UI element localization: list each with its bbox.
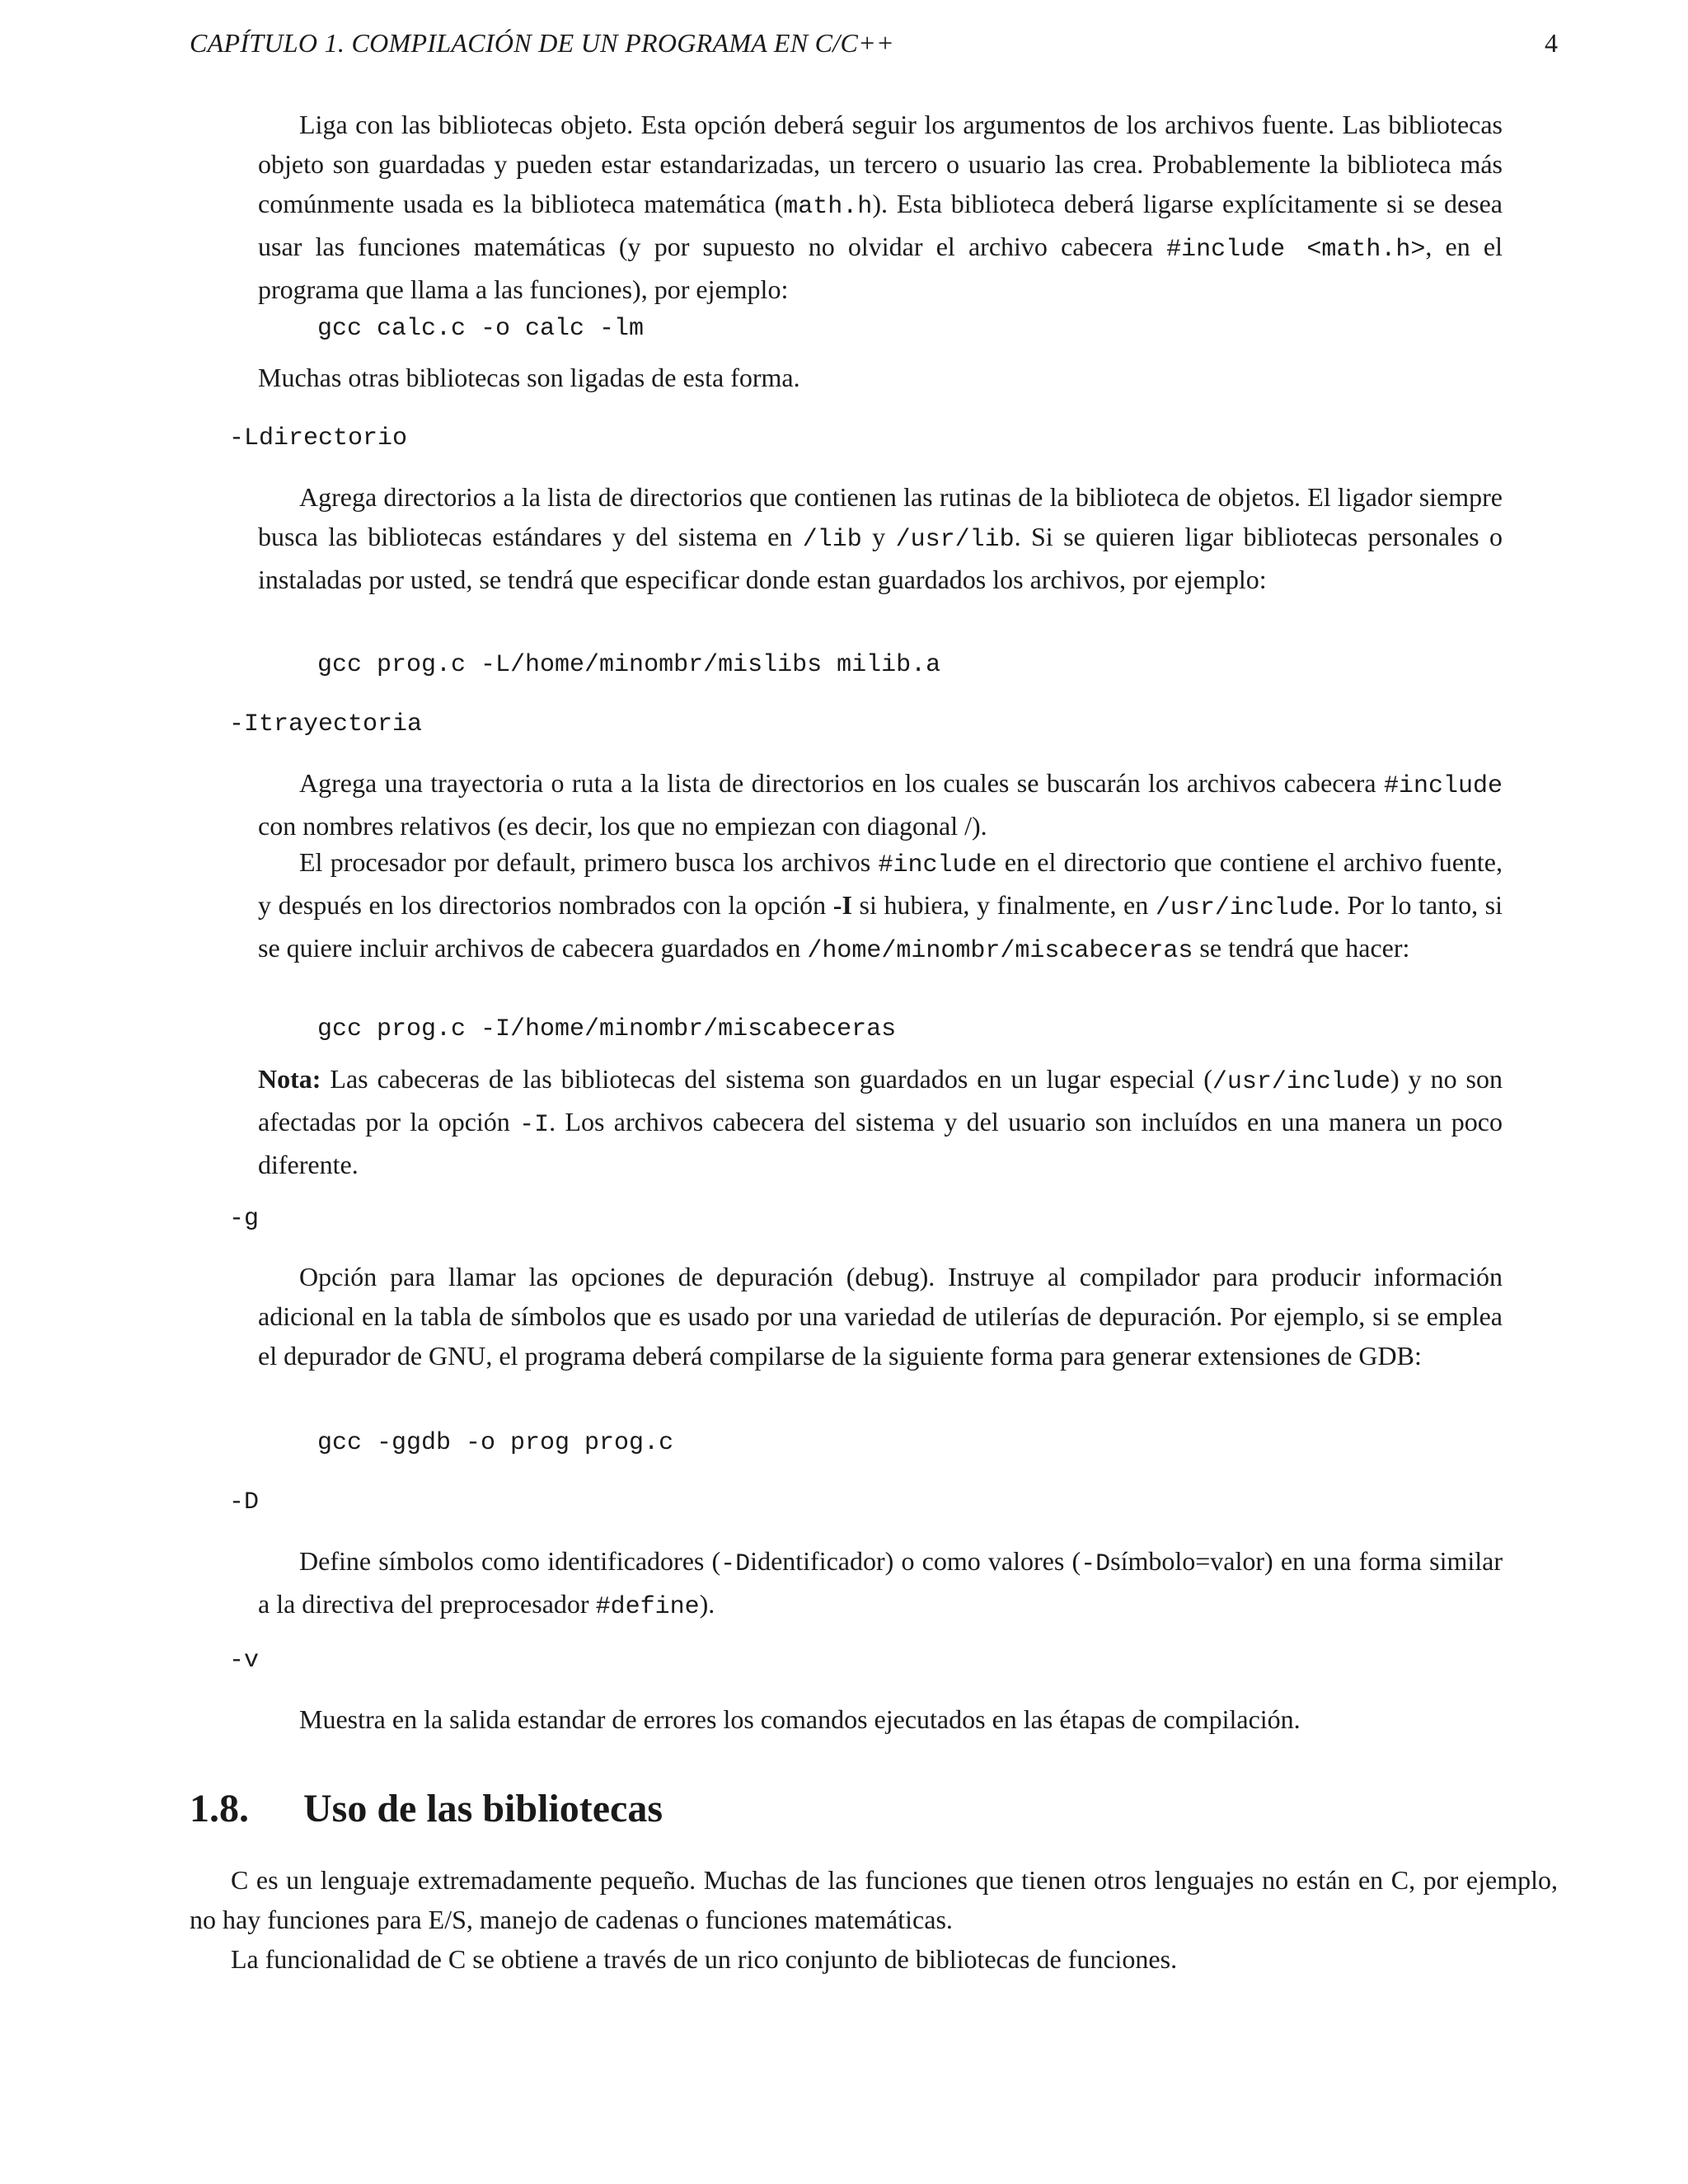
inline-code: /usr/lib — [895, 526, 1015, 554]
inline-code: /home/minombr/miscabeceras — [807, 937, 1193, 965]
code-example: gcc prog.c -L/home/minombr/mislibs milib.a — [317, 651, 941, 679]
g-description: Opción para llamar las opciones de depuración (debug). Instruye al compilador para producir información adicional en la tabla de símbolos que es usado por una variedad de utilerías de depuración. Por ejemplo, si se emplea el depurador de GNU, el programa deberá compilarse de la siguiente forma para generar extensiones de GDB: — [258, 1262, 1503, 1371]
lm-note: Muchas otras bibliotecas son ligadas de esta forma. — [258, 363, 800, 392]
lm-description: Liga con las bibliotecas objeto. Esta opción deberá seguir los argumentos de los archivos fuente. Las bibliotecas objeto son guardadas y pueden estar estandarizadas, un tercero o usuario las crea. Probablemente la biblioteca más comúnmente usada es la biblioteca matemática (math.h). Esta biblioteca deberá ligarse explícitamente si se desea usar las funciones matemáticas (y por supuesto no olvidar el archivo cabecera #include <math.h>, en el programa que llama a las funciones), por ejemplo: — [258, 110, 1503, 304]
inline-code: -D — [720, 1550, 751, 1578]
inline-code: #include — [1383, 772, 1503, 800]
running-header — [190, 23, 1558, 66]
inline-code: /lib — [802, 526, 862, 554]
section-paragraph: La funcionalidad de C se obtiene a través de un rico conjunto de bibliotecas de funciones. — [231, 1944, 1178, 1974]
inline-code: #define — [595, 1593, 700, 1621]
code-example: gcc -ggdb -o prog prog.c — [317, 1429, 674, 1457]
section-paragraph: C es un lenguaje extremadamente pequeño. Muchas de las funciones que tienen otros lenguajes no están en C, por ejemplo, no hay funciones para E/S, manejo de cadenas o funciones matemáticas. — [190, 1865, 1558, 1934]
option-label: -D — [229, 1488, 260, 1516]
inline-code: #include <math.h> — [1166, 236, 1426, 264]
inline-code: -I — [519, 1111, 550, 1139]
d-description: Define símbolos como identificadores (-Didentificador) o como valores (-Dsímbolo=valor) en una forma similar a la directiva del preprocesador #define). — [258, 1546, 1503, 1621]
option-label: -g — [229, 1205, 260, 1233]
inline-code: /usr/include — [1212, 1068, 1390, 1096]
option-label: -Itrayectoria — [229, 710, 423, 738]
page-number: 4 — [1545, 28, 1558, 58]
option-label: -v — [229, 1647, 260, 1675]
section-heading — [190, 1784, 663, 1834]
itray-description: Agrega una trayectoria o ruta a la lista de directorios en los cuales se buscarán los archivos cabecera #include con nombres relativos (es decir, los que no empiezan con diagonal /). — [258, 768, 1503, 841]
v-description: Muestra en la salida estandar de errores los comandos ejecutados en las étapas de compilación. — [299, 1704, 1301, 1734]
section-title: Uso de las bibliotecas — [303, 1787, 663, 1830]
code-example: gcc prog.c -I/home/minombr/miscabeceras — [317, 1015, 897, 1043]
itray-note: Nota: Las cabeceras de las bibliotecas del sistema son guardados en un lugar especial (/usr/include) y no son afectadas por la opción -I. Los archivos cabecera del sistema y del usuario son incluídos en una manera un poco diferente. — [258, 1064, 1503, 1179]
code-example: gcc calc.c -o calc -lm — [317, 315, 645, 343]
inline-code: #include — [878, 851, 997, 879]
section-number: 1.8. — [190, 1787, 249, 1830]
note-label: Nota: — [258, 1064, 321, 1094]
itray-default-search: El procesador por default, primero busca los archivos #include en el directorio que contiene el archivo fuente, y después en los directorios nombrados con la opción -I si hubiera, y finalmente, en /usr/include. Por lo tanto, si se quiere incluir archivos de cabecera guardados en /home/minombr/miscabeceras se tendrá que hacer: — [258, 847, 1503, 965]
chapter-title: CAPÍTULO 1. COMPILACIÓN DE UN PROGRAMA EN C/C++ — [190, 28, 894, 58]
ldir-description: Agrega directorios a la lista de directorios que contienen las rutinas de la biblioteca de objetos. El ligador siempre busca las bibliotecas estándares y del sistema en /lib y /usr/lib. Si se quieren ligar bibliotecas personales o instaladas por usted, se tendrá que especificar donde estan guardados los archivos, por ejemplo: — [258, 482, 1503, 594]
inline-code: -D — [1081, 1550, 1111, 1578]
inline-code: math.h — [783, 193, 873, 221]
option-label: -Ldirectorio — [229, 424, 408, 452]
inline-code: /usr/include — [1155, 894, 1334, 922]
